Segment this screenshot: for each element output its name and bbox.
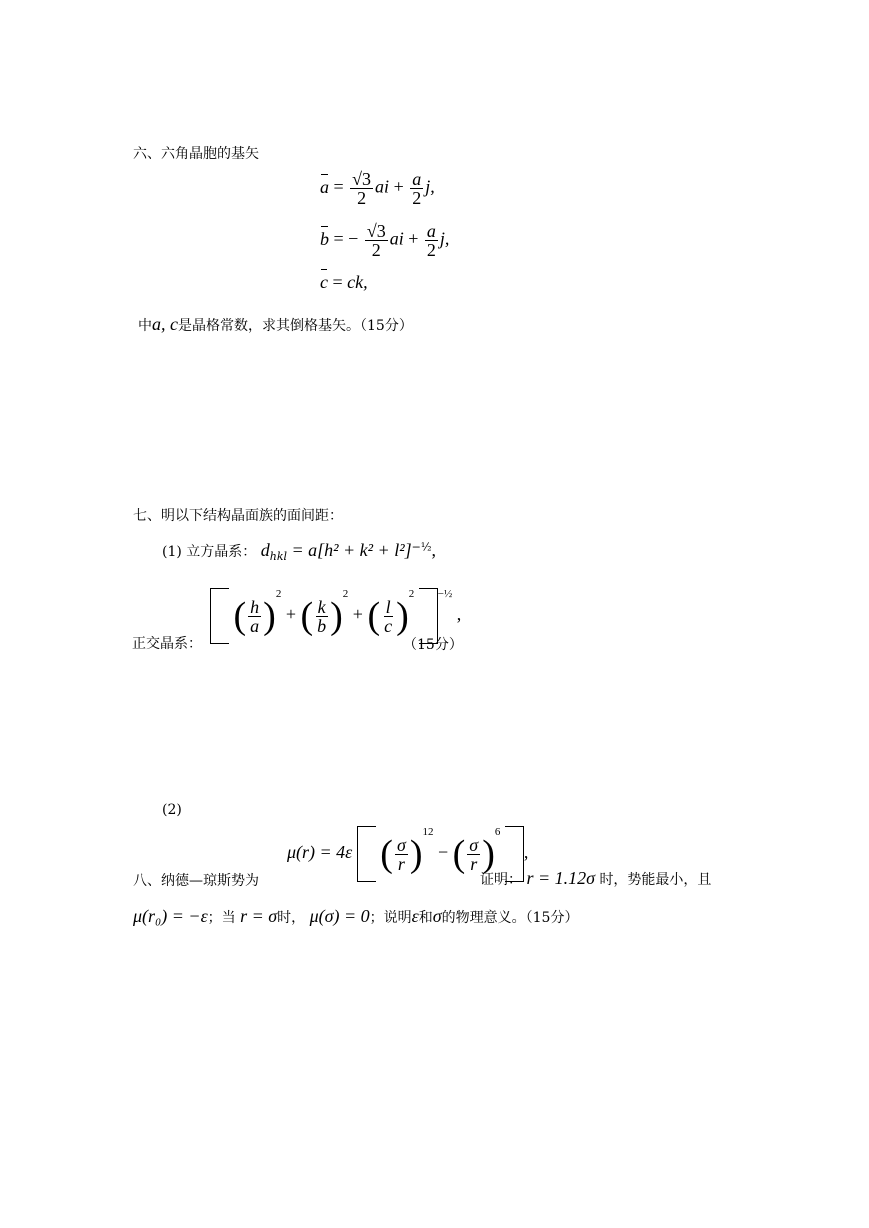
lparen: (: [300, 595, 314, 637]
frac: [467, 836, 480, 873]
hkl-sub: hkl: [269, 549, 288, 563]
term-ai: ai: [375, 176, 390, 197]
d-symbol: d: [260, 540, 270, 560]
q6-eq1: [320, 170, 435, 207]
condition-text: 时，势能最小，且: [599, 872, 712, 888]
cubic-rhs: = a[h² + k² + l²]: [291, 540, 412, 560]
frac: [315, 598, 328, 635]
exp6: 6: [494, 826, 501, 838]
text: ；当: [207, 910, 236, 926]
mu-sigma: μ(σ) = 0: [309, 906, 370, 926]
num: σ: [396, 834, 406, 855]
den: a: [250, 615, 260, 636]
sigma-over-r: [380, 835, 422, 873]
rparen: ): [263, 595, 276, 637]
frac: [248, 598, 261, 635]
h-over-a: [234, 597, 276, 635]
frac: [382, 598, 394, 635]
rparen: ): [330, 595, 343, 637]
plus: +: [408, 228, 419, 249]
equals: =: [333, 176, 344, 197]
proof-label: 证明：: [480, 872, 522, 888]
num: a: [412, 169, 422, 189]
lparen: (: [452, 833, 466, 875]
q8-heading: 八、纳德—琼斯势为: [133, 873, 259, 889]
q7-part3-label: (2): [162, 802, 182, 818]
den: b: [317, 615, 327, 636]
l-over-c: [367, 597, 408, 635]
rhs-ck: ck,: [347, 272, 368, 292]
text: 时，: [277, 910, 306, 926]
den: 2: [357, 188, 367, 208]
comma: ,: [431, 540, 436, 560]
den: 2: [412, 188, 422, 208]
left-bracket: [210, 588, 229, 644]
q7-part1: [162, 540, 436, 563]
coef-fraction: [350, 170, 373, 207]
plus: +: [285, 604, 296, 625]
square: 2: [342, 588, 349, 600]
text: 和: [418, 910, 433, 926]
plus: +: [393, 176, 404, 197]
num: √3: [352, 169, 372, 189]
comma: ,: [523, 842, 529, 863]
a-half-fraction: [410, 170, 423, 207]
mu-lhs: μ(r) = 4ε: [287, 842, 353, 863]
tail-text: 是晶格常数，求其倒格基矢。（15分）: [178, 318, 413, 334]
den: r: [470, 853, 478, 874]
a-half-fraction: [425, 222, 438, 259]
exponent: −½: [411, 540, 432, 554]
vector-a: a: [320, 176, 329, 197]
plus: +: [352, 604, 363, 625]
lparen: (: [367, 595, 381, 637]
num: h: [250, 596, 260, 617]
rparen: ): [482, 833, 495, 875]
q6-tail: [138, 314, 413, 335]
part1-label: (1) 立方晶系：: [162, 544, 257, 560]
text: ；说明: [369, 910, 412, 926]
r-equals-sigma: r = σ: [240, 906, 278, 926]
exp12: 12: [422, 826, 434, 838]
rparen: ): [409, 833, 423, 875]
square: 2: [275, 588, 282, 600]
text: 的物理意义。（15分）: [441, 910, 579, 926]
num: l: [385, 596, 391, 617]
den: 2: [371, 240, 381, 260]
num: k: [317, 596, 326, 617]
coef-fraction: [365, 222, 388, 259]
num: σ: [469, 834, 479, 855]
square: 2: [408, 588, 415, 600]
num: √3: [366, 221, 386, 241]
epsilon: ε: [411, 906, 419, 926]
term-ai: ai: [389, 228, 404, 249]
sigma: σ: [432, 906, 442, 926]
vector-b: b: [320, 228, 329, 249]
rparen: ): [396, 595, 409, 637]
q6-heading: 六、六角晶胞的基矢: [133, 146, 259, 162]
left-bracket: [357, 826, 376, 882]
lparen: (: [380, 833, 393, 875]
num: a: [426, 221, 436, 241]
den: r: [397, 853, 405, 874]
q7-score: （15分）: [403, 637, 463, 653]
frac: [395, 836, 408, 873]
den: c: [384, 615, 393, 636]
k-over-b: [300, 597, 342, 635]
comma: ,: [456, 604, 462, 625]
q6-eq3: [320, 272, 368, 293]
q8-line2: [133, 906, 578, 927]
q6-eq2: [320, 222, 449, 259]
exponent: −½: [437, 588, 453, 600]
equals-minus: = −: [333, 228, 359, 249]
minus: −: [437, 842, 449, 863]
prefix: 中: [138, 318, 152, 334]
q7-heading: 七、明以下结构晶面族的面间距：: [133, 508, 343, 524]
q7-part2-label: 正交晶系：: [132, 636, 202, 652]
term-j: j,: [425, 176, 435, 197]
den: 2: [426, 240, 436, 260]
mu-r0: μ(r₀) = −ε: [133, 906, 208, 926]
condition: r = 1.12σ: [526, 868, 595, 888]
vector-c: c: [320, 272, 328, 292]
lparen: (: [233, 595, 247, 637]
math-ac: a, c: [152, 314, 178, 334]
q8-condition: [480, 868, 711, 889]
term-j: j,: [439, 228, 450, 249]
equals: =: [332, 272, 343, 292]
